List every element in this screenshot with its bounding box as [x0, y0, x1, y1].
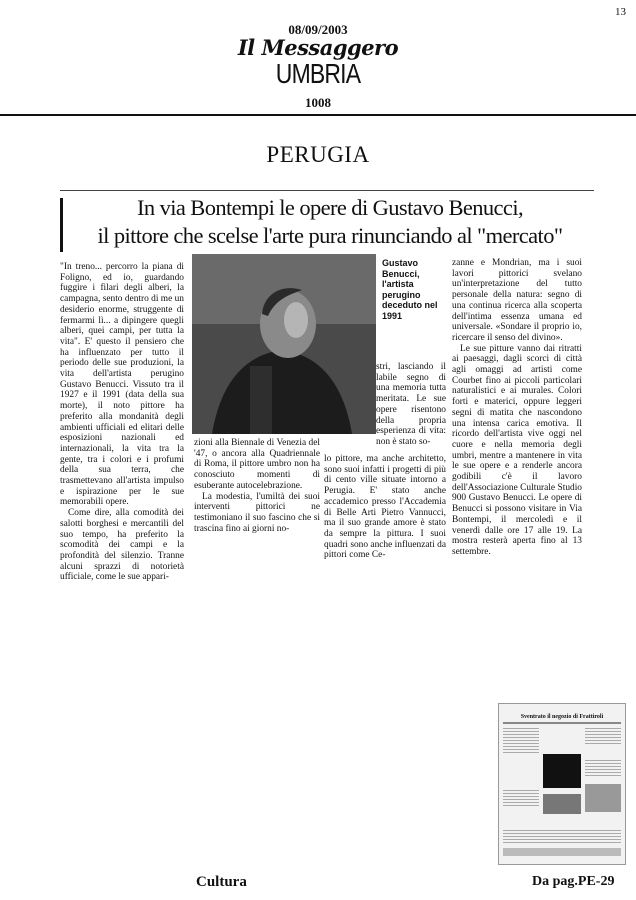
page-number: 13 [615, 6, 626, 18]
thumbnail-headline: Sventrato il negozio di Frattiroli [520, 714, 604, 720]
paragraph: La modestia, l'umiltà dei suoi interventi pittorici ne testimoniano il suo fascino che si trascina fino ai giorni no- [194, 491, 320, 534]
headline-line-1: In via Bontempi le opere di Gustavo Benucci, [137, 195, 523, 220]
section-title: PERUGIA [266, 142, 370, 167]
paragraph: lo pittore, ma anche architetto, sono suoi infatti i progetti di più di cento ville situate intorno a Perugia. E' stato anche accademico presso l'Accademia di Belle Arti Pietro Vannucci, ma il suo grande amore è stato da sempre la pittura. I suoi quadri sono anche influenzati da pittori come Ce- [324, 454, 446, 561]
artist-photo [192, 254, 376, 434]
footer-section-label: Cultura [196, 874, 247, 890]
article-column-4 [452, 258, 582, 558]
paragraph: "In treno... percorro la piana di Foligno, ed io, guardando fuggire i filari degli alberi, la campagna, sento dentro di me un desiderio enorme, struggente di fermarmi lì... a dipingere quegli alberi, quei campi, per tutta la vita". E' questo il pensiero che ha influenzato per tutto il periodo delle sue produzioni, la vita dell'artista perugino Gustavo Benucci. Vissuto tra il 1927 e il 1991 (data della sua morte), il noto pittore ha preferito alla mondanità degli ambienti ufficiali ed elitari delle esposizioni nazionali ed internazionali, la vita tra la gente, tra i colori e i profumi della sua terra, che trasmettevano all'artista impulso e ispirazione per le sue memorabili opere. [60, 262, 184, 508]
headline-bar [60, 198, 63, 252]
article-column-3-top: stri, lasciando il labile segno di una memoria tutta meritata. Le sue opere risentono della propria esperienza di vita: non è stato so- [376, 362, 446, 447]
newspaper-logo: Il Messaggero [237, 35, 399, 60]
article-column-3 [324, 454, 446, 561]
photo-caption: Gustavo Benucci, l'artista perugino deceduto nel 1991 [382, 258, 438, 321]
paragraph: Le sue pitture vanno dai ritratti ai paesaggi, dagli scorci di città agli omaggi ad artisti come Courbet fino ai piccoli particolari naturalistici e ai murales. Colori forti e materici, oppure leggeri segni di matita che nascondono una intensa carica emotiva. Il ricordo dell'artista vive oggi nel cuore e nella memoria degli umbri, mentre a mantenere in vita le sue opere e a renderle ancora godibili c'è il lavoro dell'Associazione Culturale Studio 900 Gustavo Benucci. Le opere di Benucci si possono visitare in Via Bontempi, il mercoledì e il venerdì dalle ore 17 alle 19. La mostra resterà aperta fino al 13 settembre. [452, 343, 582, 557]
article-headline [66, 194, 594, 250]
paragraph: zanne e Mondrian, ma i suoi lavori pittorici svelano un'interpretazione del tutto personale della natura: segno di una continua ricerca alla scoperta dell'intima essenza umana ed universale. «Sondare il proprio io, ricercare il senso del divino». [452, 258, 582, 343]
footer-page-reference: Da pag.PE-29 [532, 874, 615, 889]
thumbnail-layout-image [499, 720, 625, 860]
paragraph: zioni alla Biennale di Venezia del '47, o ancora alla Quadriennale di Roma, il pittore umbro non ha conosciuto momenti di esuberante autocelebrazione. [194, 438, 320, 491]
article-column-1 [60, 262, 184, 583]
artist-portrait-image [192, 254, 376, 434]
section-divider [60, 190, 594, 191]
edition-name: UMBRIA [275, 58, 361, 89]
page-thumbnail [498, 703, 626, 865]
paragraph: Come dire, alla comodità dei salotti borghesi e mercantili del suo tempo, ha preferito la scomodità dei campi e la profondità del silenzio. Tranne alcuni sprazzi di notorietà ufficiale, come le sue appari- [60, 508, 184, 583]
masthead-divider [0, 114, 636, 116]
publication-date: 08/09/2003 [288, 22, 348, 37]
article-column-2 [194, 438, 320, 534]
page-code: 1008 [305, 95, 331, 110]
headline-line-2: il pittore che scelse l'arte pura rinunciando al "mercato" [97, 223, 563, 248]
